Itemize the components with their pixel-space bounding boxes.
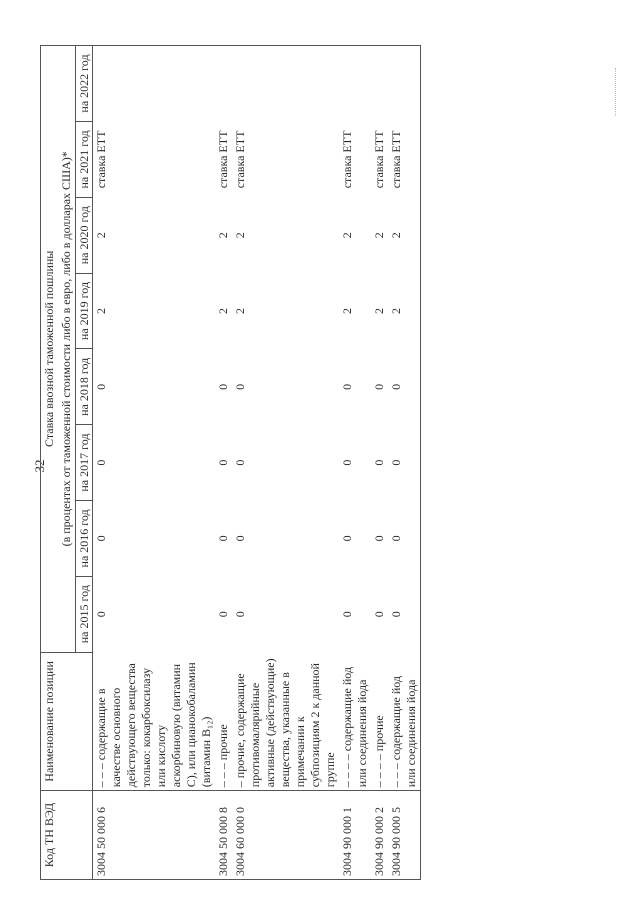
row-rate: 0 xyxy=(388,576,421,652)
table-row xyxy=(232,46,339,880)
row-rate: 2 xyxy=(233,308,247,315)
row-rate: 0 xyxy=(216,459,230,466)
row-rate: 2 xyxy=(340,232,354,239)
row-rate: 0 xyxy=(94,383,108,390)
row-rate xyxy=(371,46,388,122)
margin-marks xyxy=(615,68,622,116)
row-rate: 2 xyxy=(94,232,108,239)
row-name: – прочие, содержащие противомалярийные активные (действующие) вещества, указанные в примечании к субпозициям 2 к данной группе xyxy=(232,652,339,791)
row-rate xyxy=(339,46,371,122)
row-rate: 2 xyxy=(216,308,230,315)
row-rate: 0 xyxy=(216,611,230,618)
row-rate: 2 xyxy=(388,273,421,349)
row-rate: 0 xyxy=(94,459,108,466)
table-row xyxy=(339,46,371,880)
row-rate: 0 xyxy=(372,535,386,542)
row-rate: 0 xyxy=(388,501,421,577)
row-code: 3004 50 000 6 xyxy=(93,791,216,880)
row-rate: 0 xyxy=(94,611,108,618)
row-rate: 2 xyxy=(233,232,247,239)
header-year: на 2020 год xyxy=(76,197,93,273)
rotated-page-content xyxy=(40,45,600,880)
row-rate xyxy=(215,46,232,122)
row-rate: ставка ЕТТ xyxy=(216,130,230,189)
header-year: на 2019 год xyxy=(76,273,93,349)
row-rate: 0 xyxy=(233,383,247,390)
header-year: на 2017 год xyxy=(76,425,93,501)
row-rate: 0 xyxy=(233,459,247,466)
table-row xyxy=(388,46,421,880)
row-name: – – – прочие xyxy=(215,652,232,791)
table-row xyxy=(215,46,232,880)
row-rate: 2 xyxy=(372,232,386,239)
row-name: – – – – прочие xyxy=(371,652,388,791)
header-year: на 2015 год xyxy=(76,576,93,652)
row-rate: 0 xyxy=(216,383,230,390)
header-rate-title: Ставка ввозной таможенной пошлины xyxy=(41,46,59,653)
table-body xyxy=(93,46,421,880)
row-rate: 0 xyxy=(372,459,386,466)
row-rate: 2 xyxy=(388,197,421,273)
row-rate: 0 xyxy=(340,383,354,390)
header-name: Наименование позиции xyxy=(41,652,93,791)
row-rate: 2 xyxy=(216,232,230,239)
row-rate: 0 xyxy=(340,459,354,466)
header-year: на 2018 год xyxy=(76,349,93,425)
row-code: 3004 90 000 2 xyxy=(371,791,388,880)
table-row xyxy=(371,46,388,880)
row-rate: ставка ЕТТ xyxy=(94,130,108,189)
row-rate xyxy=(93,46,216,122)
row-rate: ставка ЕТТ xyxy=(388,122,421,198)
row-rate: 0 xyxy=(388,349,421,425)
row-code: 3004 60 000 0 xyxy=(232,791,339,880)
header-year: на 2022 год xyxy=(76,46,93,122)
row-rate xyxy=(232,46,339,122)
row-rate: 0 xyxy=(233,611,247,618)
row-rate: 2 xyxy=(372,308,386,315)
header-code: Код ТН ВЭД xyxy=(41,791,93,880)
row-rate: 0 xyxy=(372,611,386,618)
row-rate: 2 xyxy=(340,308,354,315)
row-rate: 0 xyxy=(372,383,386,390)
row-name: – – – – содержащие йод или соединения йода xyxy=(339,652,371,791)
row-rate: ставка ЕТТ xyxy=(233,130,247,189)
tariff-table xyxy=(40,45,421,880)
header-rate-subtitle: (в процентах от таможенной стоимости либо в евро, либо в долларах США)* xyxy=(58,46,76,653)
row-rate: 0 xyxy=(388,425,421,501)
row-rate xyxy=(388,46,421,122)
row-code: 3004 90 000 1 xyxy=(339,791,371,880)
row-rate: ставка ЕТТ xyxy=(340,130,354,189)
row-rate: 0 xyxy=(94,535,108,542)
row-code: 3004 50 000 8 xyxy=(215,791,232,880)
row-name: – – – содержащие йод или соединения йода xyxy=(388,652,421,791)
row-rate: 0 xyxy=(233,535,247,542)
row-rate: ставка ЕТТ xyxy=(372,130,386,189)
page-number: 32 xyxy=(32,459,47,473)
row-name: – – – содержащие в качестве основного действующего вещества только: кокарбоксилазу или кислоту аскорбиновую (витамин С), или цианокобаламин (витамин B₁₂) xyxy=(93,652,216,791)
row-code: 3004 90 000 5 xyxy=(388,791,421,880)
table-row xyxy=(93,46,216,880)
header-year: на 2016 год xyxy=(76,501,93,577)
row-rate: 0 xyxy=(340,535,354,542)
row-rate: 0 xyxy=(216,535,230,542)
row-rate: 2 xyxy=(94,308,108,315)
header-year: на 2021 год xyxy=(76,122,93,198)
row-rate: 0 xyxy=(340,611,354,618)
